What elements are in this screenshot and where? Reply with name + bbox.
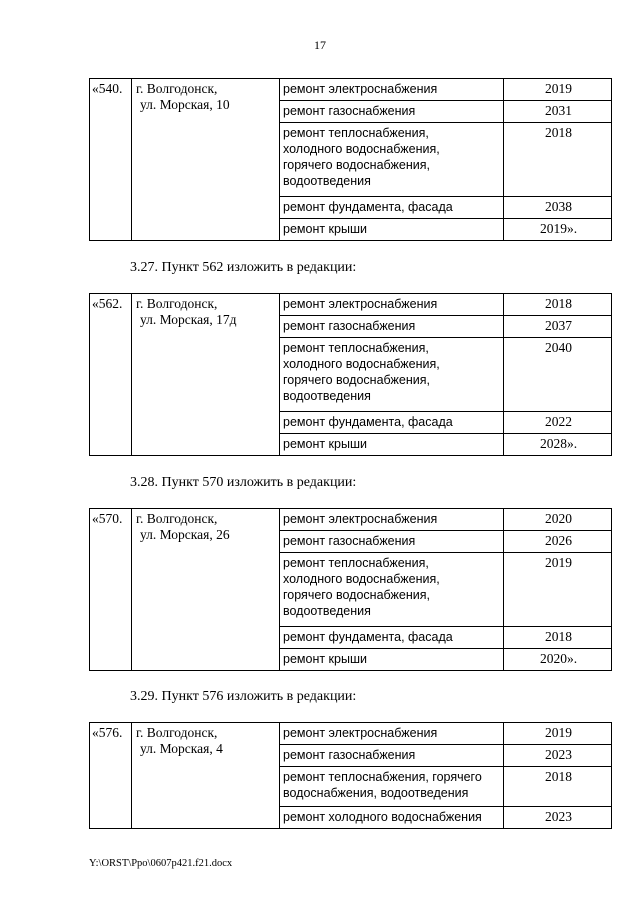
- address-city: г. Волгодонск,: [136, 511, 218, 526]
- work-year: 2028».: [504, 434, 612, 456]
- work-type: ремонт электроснабжения: [280, 509, 504, 531]
- work-year: 2019: [504, 723, 612, 745]
- item-number: «570.: [90, 509, 132, 671]
- footer-file-path: Y:\ORST\Ppo\0607p421.f21.docx: [89, 858, 233, 869]
- amendment-paragraph: 3.29. Пункт 576 изложить в редакции:: [130, 689, 357, 704]
- item-number: «576.: [90, 723, 132, 829]
- work-type: ремонт фундамента, фасада: [280, 197, 504, 219]
- address: [132, 294, 280, 456]
- work-year: 2019».: [504, 219, 612, 241]
- amendment-paragraph: 3.27. Пункт 562 изложить в редакции:: [130, 260, 357, 275]
- works-table-540: [89, 78, 612, 241]
- work-type: ремонт газоснабжения: [280, 531, 504, 553]
- work-type: ремонт электроснабжения: [280, 79, 504, 101]
- item-number: «540.: [90, 79, 132, 241]
- work-year: 2038: [504, 197, 612, 219]
- address-city: г. Волгодонск,: [136, 81, 218, 96]
- work-year: 2022: [504, 412, 612, 434]
- work-type: ремонт теплоснабжения, холодного водоснабжения, горячего водоснабжения, водоотведения: [280, 123, 504, 197]
- work-year: 2023: [504, 745, 612, 767]
- work-type: ремонт фундамента, фасада: [280, 627, 504, 649]
- work-type: ремонт крыши: [280, 434, 504, 456]
- work-year: 2031: [504, 101, 612, 123]
- address-city: г. Волгодонск,: [136, 296, 218, 311]
- work-type: ремонт электроснабжения: [280, 294, 504, 316]
- work-type: ремонт теплоснабжения, горячего водоснабжения, водоотведения: [280, 767, 504, 807]
- work-year: 2018: [504, 767, 612, 807]
- work-year: 2018: [504, 123, 612, 197]
- amendment-paragraph: 3.28. Пункт 570 изложить в редакции:: [130, 475, 357, 490]
- address: [132, 723, 280, 829]
- works-table-562: [89, 293, 612, 456]
- work-year: 2019: [504, 553, 612, 627]
- address-street: ул. Морская, 17д: [140, 312, 237, 327]
- work-type: ремонт холодного водоснабжения: [280, 807, 504, 829]
- work-type: ремонт газоснабжения: [280, 745, 504, 767]
- work-type: ремонт крыши: [280, 649, 504, 671]
- work-type: ремонт фундамента, фасада: [280, 412, 504, 434]
- works-table-576: [89, 722, 612, 829]
- work-year: 2020: [504, 509, 612, 531]
- works-table-570: [89, 508, 612, 671]
- item-number: «562.: [90, 294, 132, 456]
- work-year: 2037: [504, 316, 612, 338]
- work-type: ремонт крыши: [280, 219, 504, 241]
- address: [132, 79, 280, 241]
- address-city: г. Волгодонск,: [136, 725, 218, 740]
- address-street: ул. Морская, 10: [140, 97, 230, 112]
- work-type: ремонт теплоснабжения, холодного водоснабжения, горячего водоснабжения, водоотведения: [280, 338, 504, 412]
- work-year: 2019: [504, 79, 612, 101]
- page-number: 17: [314, 38, 326, 52]
- work-type: ремонт теплоснабжения, холодного водоснабжения, горячего водоснабжения, водоотведения: [280, 553, 504, 627]
- address-street: ул. Морская, 26: [140, 527, 230, 542]
- address: [132, 509, 280, 671]
- work-year: 2023: [504, 807, 612, 829]
- work-year: 2026: [504, 531, 612, 553]
- work-year: 2020».: [504, 649, 612, 671]
- work-type: ремонт газоснабжения: [280, 316, 504, 338]
- work-type: ремонт газоснабжения: [280, 101, 504, 123]
- work-year: 2040: [504, 338, 612, 412]
- work-year: 2018: [504, 627, 612, 649]
- address-street: ул. Морская, 4: [140, 741, 223, 756]
- work-year: 2018: [504, 294, 612, 316]
- work-type: ремонт электроснабжения: [280, 723, 504, 745]
